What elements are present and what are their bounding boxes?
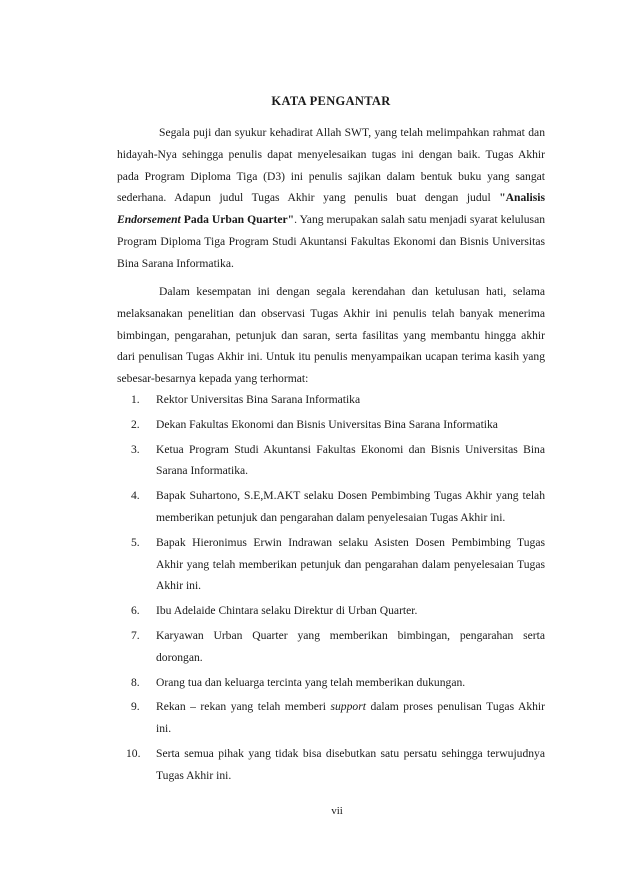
list-item: 9. Rekan – rekan yang telah memberi support dalam proses penulisan Tugas Akhir ini. (131, 700, 545, 736)
list-item: 4. Bapak Suhartono, S.E,M.AKT selaku Dosen Pembimbing Tugas Akhir yang telah memberikan petunjuk dan pengarahan dalam penyelesaian Tugas Akhir ini. (131, 489, 545, 524)
acknowledgement-list (126, 389, 545, 790)
list-item: 2. Dekan Fakultas Ekonomi dan Bisnis Universitas Bina Sarana Informatika (131, 417, 498, 431)
thesis-title: "Analisis Endorsement Pada Urban Quarter" (117, 191, 545, 227)
intro-text: Segala puji dan syukur kehadirat Allah SWT, yang telah melimpahkan rahmat dan hidayah-Nya sehingga penulis dapat menyelesaikan tugas ini dengan baik. Tugas Akhir pada Program Diploma Tiga (D3) ini penulis sajikan dalam bentuk buku yang sangat sederhana. Adapun judul Tugas Akhir yang penulis buat dengan judul (117, 126, 545, 205)
list-item: 1. Rektor Universitas Bina Sarana Informatika (131, 393, 361, 406)
list-item: 6. Ibu Adelaide Chintara selaku Direktur di Urban Quarter. (131, 604, 418, 618)
page-title: KATA PENGANTAR (271, 94, 391, 108)
list-item: 10. Serta semua pihak yang tidak bisa disebutkan satu persatu sehingga terwujudnya Tugas Akhir ini. (126, 746, 545, 782)
list-item: 5. Bapak Hieronimus Erwin Indrawan selaku Asisten Dosen Pembimbing Tugas Akhir yang telah memberikan petunjuk dan pengarahan dalam penyelesaian Tugas Akhir ini. (131, 535, 545, 593)
list-item: 8. Orang tua dan keluarga tercinta yang telah memberikan dukungan. (131, 675, 466, 689)
intro-text-end: . Yang merupakan salah satu menjadi syarat kelulusan Program Diploma Tiga Program Studi Akuntansi Fakultas Ekonomi dan Bisnis Universitas Bina Sarana Informatika. (117, 213, 546, 270)
list-item: 7. Karyawan Urban Quarter yang memberikan bimbingan, pengarahan serta dorongan. (131, 628, 545, 664)
list-item: 3. Ketua Program Studi Akuntansi Fakultas Ekonomi dan Bisnis Universitas Bina Sarana Informatika. (131, 442, 545, 478)
page-number: vii (331, 805, 343, 817)
gratitude-paragraph: Dalam kesempatan ini dengan segala kerendahan dan ketulusan hati, selama melaksanakan penelitian dan observasi Tugas Akhir ini penulis telah banyak menerima bimbingan, pengarahan, petunjuk dan saran, serta fasilitas yang membantu hingga akhir dari penulisan Tugas Akhir ini. Untuk itu penulis menyampaikan ucapan terima kasih yang sebesar-besarnya kepada yang terhormat: (117, 285, 545, 386)
intro-paragraph (117, 122, 545, 275)
